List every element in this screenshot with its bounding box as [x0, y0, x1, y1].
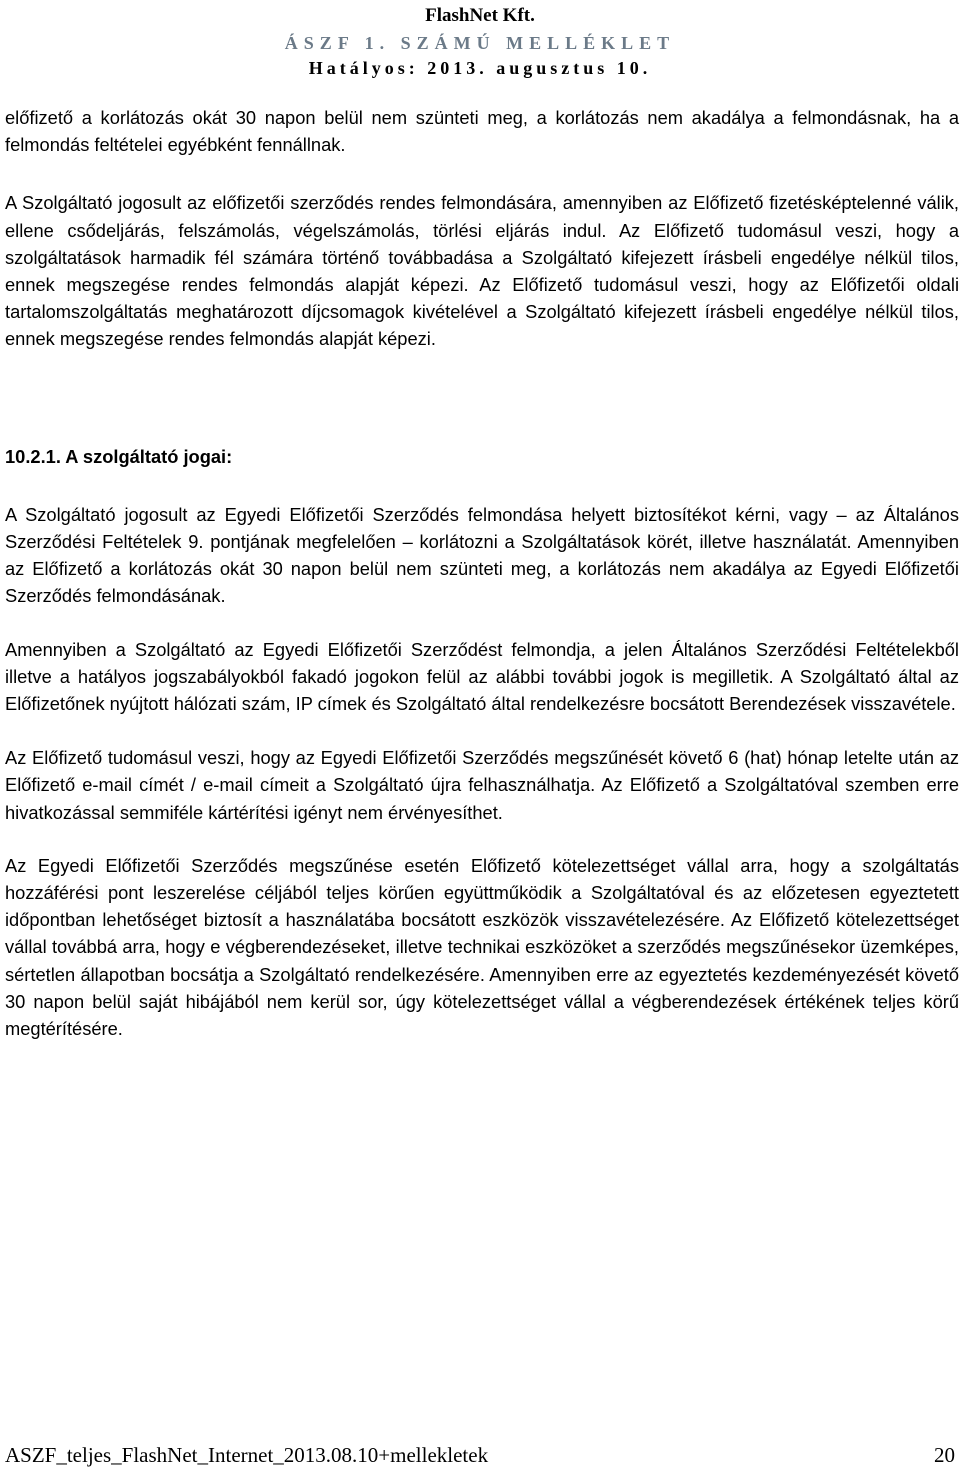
paragraph-email-reuse: Az Előfizető tudomásul veszi, hogy az Egyedi Előfizetői Szerződés megszűnését követő 6 (hat) hónap letelte után az Előfizető e-mail címét / e-mail címeit a Szolgáltató újra felhasználhatja. Az Előfizető a Szolgáltatóval szemben erre hivatkozással semmiféle kártérítési igényt nem érvényesíthet.	[5, 747, 959, 823]
section-heading: 10.2.1. A szolgáltató jogai:	[5, 445, 233, 467]
footer-document-name: ASZF_teljes_FlashNet_Internet_2013.08.10+mellekletek	[5, 1443, 489, 1467]
document-body	[5, 104, 959, 1042]
page-header	[0, 4, 960, 80]
paragraph-termination-rights: Amennyiben a Szolgáltató az Egyedi Előfizetői Szerződést felmondja, a jelen Általános Szerződési Feltételekből illetve a hatályos jogszabályokból fakadó jogokon felül az alábbi további jogok is megilletik. A Szolgáltató által az Előfizetőnek nyújtott hálózati szám, IP címek és Szolgáltató által rendelkezésre bocsátott Berendezések visszavétele.	[5, 638, 959, 715]
page-number: 20	[934, 1443, 955, 1467]
paragraph-provider-rights: A Szolgáltató jogosult az Egyedi Előfizetői Szerződés felmondása helyett biztosítékot kérni, vagy – az Általános Szerződési Feltételek 9. pontjának megfelelően – korlátozni a Szolgáltatások körét, illetve használatát. Amennyiben az Előfizető a korlátozás okát 30 napon belül nem szünteti meg, a korlátozás nem akadálya az Egyedi Előfizetői Szerződés felmondásának.	[5, 503, 959, 607]
company-name: FlashNet Kft.	[425, 5, 535, 26]
page-footer	[5, 1443, 955, 1467]
paragraph-equipment-return: Az Egyedi Előfizetői Szerződés megszűnése esetén Előfizető kötelezettséget vállal arra, hogy a szolgáltatás hozzáférési pont leszerelése céljából teljes körűen együttműködik a Szolgáltatóval és az előzetesen egyeztetett időpontban lehetőséget biztosít a használatába bocsátott eszközök visszavételezésére. Az Előfizető kötelezettséget vállal továbbá arra, hogy e végberendezéseket, illetve technikai eszközöket a szerződés megszűnésekor üzemképes, sértetlen állapotban bocsátja a Szolgáltató rendelkezésére. Amennyiben erre az egyeztetés kezdeményezését követő 30 napon belül saját hibájából nem kerül sor, úgy kötelezettséget vállal a végberendezések értékének teljes körű megtérítésére.	[5, 854, 959, 1040]
paragraph-ordinary-termination: A Szolgáltató jogosult az előfizetői szerződés rendes felmondására, amennyiben az Előfizető fizetésképtelenné válik, ellene csődeljárás, felszámolás, végelszámolás, törlési eljárás indul. Az Előfizető tudomásul veszi, hogy a szolgáltatások harmadik fél számára történő továbbadása a Szolgáltató kifejezett írásbeli engedélye nélkül tilos, ennek megszegése rendes felmondás alapját képezi. Az Előfizető tudomásul veszi, hogy az Előfizetői oldali tartalomszolgáltatás meghatározott díjcsomagok kivételével a Szolgáltató kifejezett írásbeli engedélye nélkül tilos, ennek megszegése rendes felmondás alapját képezi.	[5, 192, 959, 350]
effective-date: Hatályos: 2013. augusztus 10.	[308, 58, 652, 78]
paragraph-restriction-continuation: előfizető a korlátozás okát 30 napon belül nem szünteti meg, a korlátozás nem akadálya a felmondásnak, ha a felmondás feltételei egyébként fennállnak.	[5, 107, 959, 156]
annex-title: ÁSZF 1. SZÁMÚ MELLÉKLET	[284, 33, 676, 53]
